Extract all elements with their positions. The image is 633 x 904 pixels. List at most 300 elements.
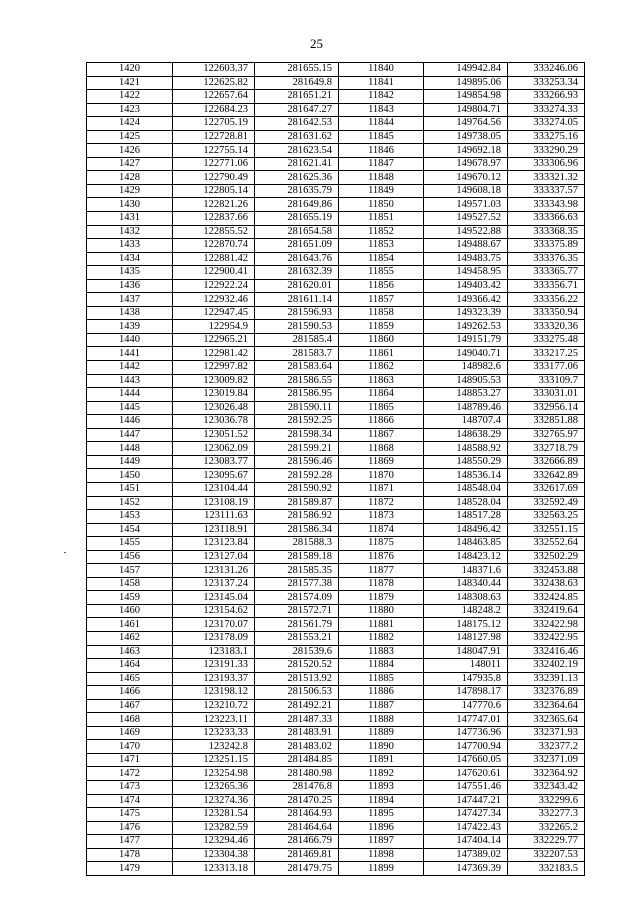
- cell-x-coord-a: 122821.26: [173, 198, 255, 212]
- cell-x-coord-a: 123265.36: [173, 780, 255, 794]
- cell-x-coord-a: 123233.33: [173, 726, 255, 740]
- cell-x-coord-b: 147736.96: [424, 726, 508, 740]
- cell-x-coord-a: 122855.52: [173, 225, 255, 239]
- cell-y-coord-b: 333343.98: [508, 198, 585, 212]
- cell-point-number-b: 11864: [339, 388, 424, 402]
- cell-x-coord-b: 147898.17: [424, 686, 508, 700]
- table-row: [87, 306, 585, 320]
- table-row: [87, 564, 585, 578]
- cell-x-coord-b: 148528.04: [424, 496, 508, 510]
- cell-y-coord-a: 281632.39: [255, 266, 339, 280]
- cell-y-coord-a: 281649.86: [255, 198, 339, 212]
- cell-y-coord-b: 333253.34: [508, 76, 585, 90]
- cell-y-coord-b: 332364.64: [508, 699, 585, 713]
- table-row: [87, 550, 585, 564]
- cell-y-coord-b: 333368.35: [508, 225, 585, 239]
- cell-x-coord-b: 149895.06: [424, 76, 508, 90]
- table-row: [87, 455, 585, 469]
- cell-y-coord-b: 333320.36: [508, 320, 585, 334]
- cell-point-number-b: 11846: [339, 144, 424, 158]
- cell-point-number-b: 11873: [339, 510, 424, 524]
- cell-y-coord-a: 281589.87: [255, 496, 339, 510]
- cell-point-number-a: 1438: [87, 306, 173, 320]
- cell-x-coord-a: 122705.19: [173, 117, 255, 131]
- cell-y-coord-b: 332453.88: [508, 564, 585, 578]
- cell-y-coord-b: 333266.93: [508, 90, 585, 104]
- cell-point-number-a: 1436: [87, 279, 173, 293]
- cell-x-coord-b: 148982.6: [424, 361, 508, 375]
- cell-y-coord-b: 333376.35: [508, 252, 585, 266]
- cell-x-coord-a: 123127.04: [173, 550, 255, 564]
- cell-point-number-a: 1461: [87, 618, 173, 632]
- cell-x-coord-a: 123095.67: [173, 469, 255, 483]
- cell-point-number-a: 1451: [87, 482, 173, 496]
- cell-point-number-a: 1450: [87, 469, 173, 483]
- table-row: [87, 293, 585, 307]
- cell-point-number-a: 1473: [87, 780, 173, 794]
- cell-point-number-b: 11849: [339, 184, 424, 198]
- cell-y-coord-a: 281539.6: [255, 645, 339, 659]
- cell-y-coord-a: 281470.25: [255, 794, 339, 808]
- cell-point-number-a: 1425: [87, 130, 173, 144]
- cell-point-number-a: 1457: [87, 564, 173, 578]
- cell-point-number-b: 11889: [339, 726, 424, 740]
- cell-y-coord-a: 281464.64: [255, 821, 339, 835]
- cell-point-number-a: 1475: [87, 808, 173, 822]
- cell-y-coord-a: 281621.41: [255, 157, 339, 171]
- cell-point-number-b: 11871: [339, 482, 424, 496]
- cell-point-number-a: 1422: [87, 90, 173, 104]
- cell-point-number-b: 11866: [339, 415, 424, 429]
- cell-x-coord-b: 147422.43: [424, 821, 508, 835]
- cell-point-number-a: 1448: [87, 442, 173, 456]
- cell-y-coord-a: 281585.4: [255, 333, 339, 347]
- coordinates-table-body: [87, 63, 585, 876]
- table-row: [87, 523, 585, 537]
- cell-point-number-a: 1437: [87, 293, 173, 307]
- cell-point-number-b: 11845: [339, 130, 424, 144]
- cell-x-coord-a: 122965.21: [173, 333, 255, 347]
- table-row: [87, 144, 585, 158]
- cell-y-coord-b: 332424.85: [508, 591, 585, 605]
- cell-y-coord-b: 333274.05: [508, 117, 585, 131]
- cell-y-coord-b: 332851.88: [508, 415, 585, 429]
- cell-x-coord-a: 122900.41: [173, 266, 255, 280]
- cell-point-number-b: 11892: [339, 767, 424, 781]
- cell-y-coord-a: 281625.36: [255, 171, 339, 185]
- cell-x-coord-a: 122947.45: [173, 306, 255, 320]
- table-row: [87, 794, 585, 808]
- cell-y-coord-a: 281611.14: [255, 293, 339, 307]
- cell-y-coord-b: 332422.98: [508, 618, 585, 632]
- table-row: [87, 198, 585, 212]
- cell-y-coord-b: 333109.7: [508, 374, 585, 388]
- cell-point-number-b: 11867: [339, 428, 424, 442]
- cell-x-coord-b: 148536.14: [424, 469, 508, 483]
- cell-x-coord-b: 149942.84: [424, 63, 508, 77]
- table-row: [87, 726, 585, 740]
- cell-point-number-b: 11883: [339, 645, 424, 659]
- cell-y-coord-a: 281583.64: [255, 361, 339, 375]
- cell-y-coord-b: 333031.01: [508, 388, 585, 402]
- cell-point-number-a: 1423: [87, 103, 173, 117]
- table-row: [87, 76, 585, 90]
- cell-point-number-a: 1443: [87, 374, 173, 388]
- cell-x-coord-b: 147404.14: [424, 835, 508, 849]
- cell-y-coord-a: 281651.21: [255, 90, 339, 104]
- cell-y-coord-b: 332552.64: [508, 537, 585, 551]
- cell-point-number-b: 11860: [339, 333, 424, 347]
- table-row: [87, 659, 585, 673]
- cell-y-coord-b: 332718.79: [508, 442, 585, 456]
- cell-y-coord-b: 333306.96: [508, 157, 585, 171]
- table-row: [87, 780, 585, 794]
- cell-point-number-b: 11890: [339, 740, 424, 754]
- cell-y-coord-b: 333366.63: [508, 212, 585, 226]
- cell-x-coord-a: 123131.26: [173, 564, 255, 578]
- table-row: [87, 117, 585, 131]
- cell-x-coord-b: 148853.27: [424, 388, 508, 402]
- cell-point-number-a: 1442: [87, 361, 173, 375]
- cell-y-coord-a: 281487.33: [255, 713, 339, 727]
- table-row: [87, 686, 585, 700]
- cell-point-number-a: 1446: [87, 415, 173, 429]
- table-row: [87, 835, 585, 849]
- cell-x-coord-b: 149458.95: [424, 266, 508, 280]
- cell-y-coord-a: 281655.15: [255, 63, 339, 77]
- cell-point-number-a: 1476: [87, 821, 173, 835]
- table-row: [87, 103, 585, 117]
- cell-y-coord-a: 281642.53: [255, 117, 339, 131]
- cell-x-coord-a: 123062.09: [173, 442, 255, 456]
- table-row: [87, 184, 585, 198]
- cell-x-coord-b: 148548.04: [424, 482, 508, 496]
- cell-x-coord-b: 147770.6: [424, 699, 508, 713]
- cell-y-coord-a: 281583.7: [255, 347, 339, 361]
- cell-x-coord-b: 149366.42: [424, 293, 508, 307]
- cell-y-coord-a: 281592.25: [255, 415, 339, 429]
- cell-x-coord-b: 148248.2: [424, 604, 508, 618]
- cell-x-coord-a: 122997.82: [173, 361, 255, 375]
- table-row: [87, 361, 585, 375]
- cell-x-coord-a: 122603.37: [173, 63, 255, 77]
- cell-x-coord-b: 148423.12: [424, 550, 508, 564]
- cell-x-coord-a: 122684.23: [173, 103, 255, 117]
- cell-x-coord-b: 149608.18: [424, 184, 508, 198]
- cell-x-coord-b: 149483.75: [424, 252, 508, 266]
- cell-point-number-a: 1444: [87, 388, 173, 402]
- cell-y-coord-b: 332592.49: [508, 496, 585, 510]
- table-row: [87, 591, 585, 605]
- table-row: [87, 171, 585, 185]
- cell-point-number-b: 11891: [339, 753, 424, 767]
- cell-x-coord-a: 122755.14: [173, 144, 255, 158]
- cell-x-coord-a: 123274.36: [173, 794, 255, 808]
- cell-y-coord-a: 281655.19: [255, 212, 339, 226]
- cell-x-coord-a: 122932.46: [173, 293, 255, 307]
- cell-x-coord-b: 148047.91: [424, 645, 508, 659]
- cell-x-coord-a: 122922.24: [173, 279, 255, 293]
- cell-x-coord-a: 123281.54: [173, 808, 255, 822]
- cell-point-number-b: 11870: [339, 469, 424, 483]
- cell-x-coord-b: 149678.97: [424, 157, 508, 171]
- cell-y-coord-a: 281635.79: [255, 184, 339, 198]
- cell-x-coord-b: 149854.98: [424, 90, 508, 104]
- cell-point-number-a: 1459: [87, 591, 173, 605]
- cell-point-number-b: 11858: [339, 306, 424, 320]
- cell-y-coord-a: 281596.46: [255, 455, 339, 469]
- cell-x-coord-a: 123026.48: [173, 401, 255, 415]
- cell-y-coord-b: 332364.92: [508, 767, 585, 781]
- table-row: [87, 266, 585, 280]
- cell-x-coord-a: 123145.04: [173, 591, 255, 605]
- cell-point-number-a: 1453: [87, 510, 173, 524]
- cell-point-number-a: 1424: [87, 117, 173, 131]
- cell-x-coord-b: 148011: [424, 659, 508, 673]
- cell-point-number-b: 11852: [339, 225, 424, 239]
- cell-y-coord-a: 281585.35: [255, 564, 339, 578]
- cell-point-number-b: 11843: [339, 103, 424, 117]
- cell-x-coord-a: 122870.74: [173, 239, 255, 253]
- cell-x-coord-b: 148588.92: [424, 442, 508, 456]
- table-row: [87, 252, 585, 266]
- table-row: [87, 90, 585, 104]
- table-row: [87, 442, 585, 456]
- table-row: [87, 347, 585, 361]
- cell-y-coord-b: 332377.2: [508, 740, 585, 754]
- cell-y-coord-b: 333375.89: [508, 239, 585, 253]
- table-row: [87, 537, 585, 551]
- cell-x-coord-a: 122790.49: [173, 171, 255, 185]
- cell-point-number-b: 11844: [339, 117, 424, 131]
- table-row: [87, 333, 585, 347]
- cell-y-coord-b: 332343.42: [508, 780, 585, 794]
- cell-point-number-a: 1441: [87, 347, 173, 361]
- cell-y-coord-a: 281492.21: [255, 699, 339, 713]
- cell-x-coord-b: 149692.18: [424, 144, 508, 158]
- cell-x-coord-b: 149738.05: [424, 130, 508, 144]
- cell-x-coord-b: 148340.44: [424, 577, 508, 591]
- cell-x-coord-a: 122981.42: [173, 347, 255, 361]
- cell-point-number-a: 1468: [87, 713, 173, 727]
- cell-y-coord-a: 281466.79: [255, 835, 339, 849]
- cell-point-number-a: 1460: [87, 604, 173, 618]
- cell-point-number-b: 11854: [339, 252, 424, 266]
- cell-y-coord-b: 332502.29: [508, 550, 585, 564]
- cell-y-coord-a: 281577.38: [255, 577, 339, 591]
- cell-x-coord-b: 147620.61: [424, 767, 508, 781]
- cell-point-number-b: 11884: [339, 659, 424, 673]
- stray-mark: [64, 552, 66, 553]
- cell-point-number-a: 1431: [87, 212, 173, 226]
- cell-x-coord-b: 149323.39: [424, 306, 508, 320]
- cell-point-number-b: 11872: [339, 496, 424, 510]
- cell-point-number-a: 1439: [87, 320, 173, 334]
- cell-point-number-b: 11887: [339, 699, 424, 713]
- cell-point-number-b: 11898: [339, 848, 424, 862]
- cell-y-coord-b: 333365.77: [508, 266, 585, 280]
- cell-y-coord-b: 333321.32: [508, 171, 585, 185]
- cell-point-number-b: 11859: [339, 320, 424, 334]
- cell-x-coord-b: 148905.53: [424, 374, 508, 388]
- table-row: [87, 767, 585, 781]
- cell-y-coord-b: 333337.57: [508, 184, 585, 198]
- cell-y-coord-b: 333177.06: [508, 361, 585, 375]
- cell-y-coord-a: 281651.09: [255, 239, 339, 253]
- cell-point-number-b: 11893: [339, 780, 424, 794]
- cell-x-coord-a: 122771.06: [173, 157, 255, 171]
- cell-point-number-b: 11876: [339, 550, 424, 564]
- cell-x-coord-b: 148308.63: [424, 591, 508, 605]
- cell-x-coord-a: 123104.44: [173, 482, 255, 496]
- cell-y-coord-a: 281654.58: [255, 225, 339, 239]
- cell-point-number-b: 11848: [339, 171, 424, 185]
- table-row: [87, 279, 585, 293]
- cell-point-number-a: 1435: [87, 266, 173, 280]
- table-row: [87, 225, 585, 239]
- cell-x-coord-a: 122657.64: [173, 90, 255, 104]
- cell-y-coord-a: 281506.53: [255, 686, 339, 700]
- cell-x-coord-a: 123294.46: [173, 835, 255, 849]
- cell-point-number-a: 1445: [87, 401, 173, 415]
- cell-point-number-a: 1426: [87, 144, 173, 158]
- cell-x-coord-a: 122837.66: [173, 212, 255, 226]
- cell-x-coord-a: 123254.98: [173, 767, 255, 781]
- cell-y-coord-b: 333356.71: [508, 279, 585, 293]
- table-row: [87, 239, 585, 253]
- cell-point-number-a: 1463: [87, 645, 173, 659]
- table-row: [87, 821, 585, 835]
- cell-y-coord-a: 281464.93: [255, 808, 339, 822]
- cell-x-coord-b: 149764.56: [424, 117, 508, 131]
- cell-point-number-b: 11850: [339, 198, 424, 212]
- cell-y-coord-b: 332642.89: [508, 469, 585, 483]
- cell-x-coord-b: 148371.6: [424, 564, 508, 578]
- cell-point-number-a: 1470: [87, 740, 173, 754]
- cell-x-coord-b: 147551.46: [424, 780, 508, 794]
- cell-y-coord-b: 332765.97: [508, 428, 585, 442]
- cell-point-number-a: 1428: [87, 171, 173, 185]
- cell-point-number-a: 1479: [87, 862, 173, 876]
- cell-y-coord-a: 281590.53: [255, 320, 339, 334]
- cell-point-number-b: 11875: [339, 537, 424, 551]
- cell-y-coord-b: 332391.13: [508, 672, 585, 686]
- cell-y-coord-a: 281586.55: [255, 374, 339, 388]
- cell-y-coord-a: 281599.21: [255, 442, 339, 456]
- cell-y-coord-a: 281623.54: [255, 144, 339, 158]
- cell-point-number-b: 11862: [339, 361, 424, 375]
- cell-y-coord-b: 332376.89: [508, 686, 585, 700]
- cell-point-number-a: 1434: [87, 252, 173, 266]
- cell-point-number-b: 11851: [339, 212, 424, 226]
- cell-x-coord-b: 148550.29: [424, 455, 508, 469]
- table-row: [87, 808, 585, 822]
- table-row: [87, 482, 585, 496]
- cell-y-coord-a: 281596.93: [255, 306, 339, 320]
- cell-x-coord-a: 123198.12: [173, 686, 255, 700]
- cell-point-number-b: 11865: [339, 401, 424, 415]
- table-row: [87, 415, 585, 429]
- cell-point-number-b: 11885: [339, 672, 424, 686]
- cell-x-coord-a: 123036.78: [173, 415, 255, 429]
- cell-x-coord-a: 123154.62: [173, 604, 255, 618]
- cell-x-coord-b: 149571.03: [424, 198, 508, 212]
- cell-y-coord-a: 281643.76: [255, 252, 339, 266]
- cell-x-coord-b: 147389.02: [424, 848, 508, 862]
- table-row: [87, 645, 585, 659]
- cell-point-number-a: 1455: [87, 537, 173, 551]
- table-row: [87, 130, 585, 144]
- cell-point-number-a: 1478: [87, 848, 173, 862]
- cell-x-coord-a: 123123.84: [173, 537, 255, 551]
- cell-x-coord-b: 148175.12: [424, 618, 508, 632]
- cell-x-coord-b: 148707.4: [424, 415, 508, 429]
- cell-y-coord-b: 332419.64: [508, 604, 585, 618]
- cell-x-coord-b: 147660.05: [424, 753, 508, 767]
- cell-y-coord-a: 281484.85: [255, 753, 339, 767]
- cell-x-coord-b: 148463.85: [424, 537, 508, 551]
- table-row: [87, 374, 585, 388]
- table-row: [87, 320, 585, 334]
- cell-y-coord-b: 332371.09: [508, 753, 585, 767]
- cell-point-number-a: 1474: [87, 794, 173, 808]
- cell-y-coord-a: 281590.11: [255, 401, 339, 415]
- cell-x-coord-b: 148517.28: [424, 510, 508, 524]
- cell-point-number-a: 1469: [87, 726, 173, 740]
- cell-y-coord-a: 281483.91: [255, 726, 339, 740]
- cell-y-coord-a: 281592.28: [255, 469, 339, 483]
- cell-point-number-b: 11856: [339, 279, 424, 293]
- cell-y-coord-b: 332666.89: [508, 455, 585, 469]
- table-row: [87, 469, 585, 483]
- cell-x-coord-a: 123251.15: [173, 753, 255, 767]
- cell-point-number-a: 1454: [87, 523, 173, 537]
- page-number: 25: [310, 36, 323, 51]
- cell-y-coord-a: 281631.62: [255, 130, 339, 144]
- cell-point-number-b: 11896: [339, 821, 424, 835]
- cell-y-coord-b: 332183.5: [508, 862, 585, 876]
- cell-point-number-a: 1433: [87, 239, 173, 253]
- cell-point-number-a: 1447: [87, 428, 173, 442]
- cell-y-coord-b: 332422.95: [508, 631, 585, 645]
- cell-x-coord-b: 148496.42: [424, 523, 508, 537]
- cell-point-number-a: 1421: [87, 76, 173, 90]
- cell-y-coord-a: 281588.3: [255, 537, 339, 551]
- cell-point-number-a: 1429: [87, 184, 173, 198]
- cell-point-number-b: 11841: [339, 76, 424, 90]
- cell-point-number-b: 11880: [339, 604, 424, 618]
- cell-y-coord-b: 332229.77: [508, 835, 585, 849]
- cell-point-number-b: 11877: [339, 564, 424, 578]
- cell-y-coord-b: 333350.94: [508, 306, 585, 320]
- cell-point-number-b: 11869: [339, 455, 424, 469]
- cell-point-number-b: 11888: [339, 713, 424, 727]
- table-row: [87, 577, 585, 591]
- cell-x-coord-b: 149488.67: [424, 239, 508, 253]
- cell-x-coord-b: 147747.01: [424, 713, 508, 727]
- cell-x-coord-a: 123304.38: [173, 848, 255, 862]
- cell-y-coord-a: 281480.98: [255, 767, 339, 781]
- cell-x-coord-a: 123118.91: [173, 523, 255, 537]
- cell-y-coord-b: 333290.29: [508, 144, 585, 158]
- cell-point-number-a: 1462: [87, 631, 173, 645]
- cell-y-coord-b: 332438.63: [508, 577, 585, 591]
- cell-y-coord-b: 332956.14: [508, 401, 585, 415]
- cell-point-number-a: 1472: [87, 767, 173, 781]
- cell-x-coord-b: 149804.71: [424, 103, 508, 117]
- cell-x-coord-a: 123083.77: [173, 455, 255, 469]
- cell-y-coord-b: 332277.3: [508, 808, 585, 822]
